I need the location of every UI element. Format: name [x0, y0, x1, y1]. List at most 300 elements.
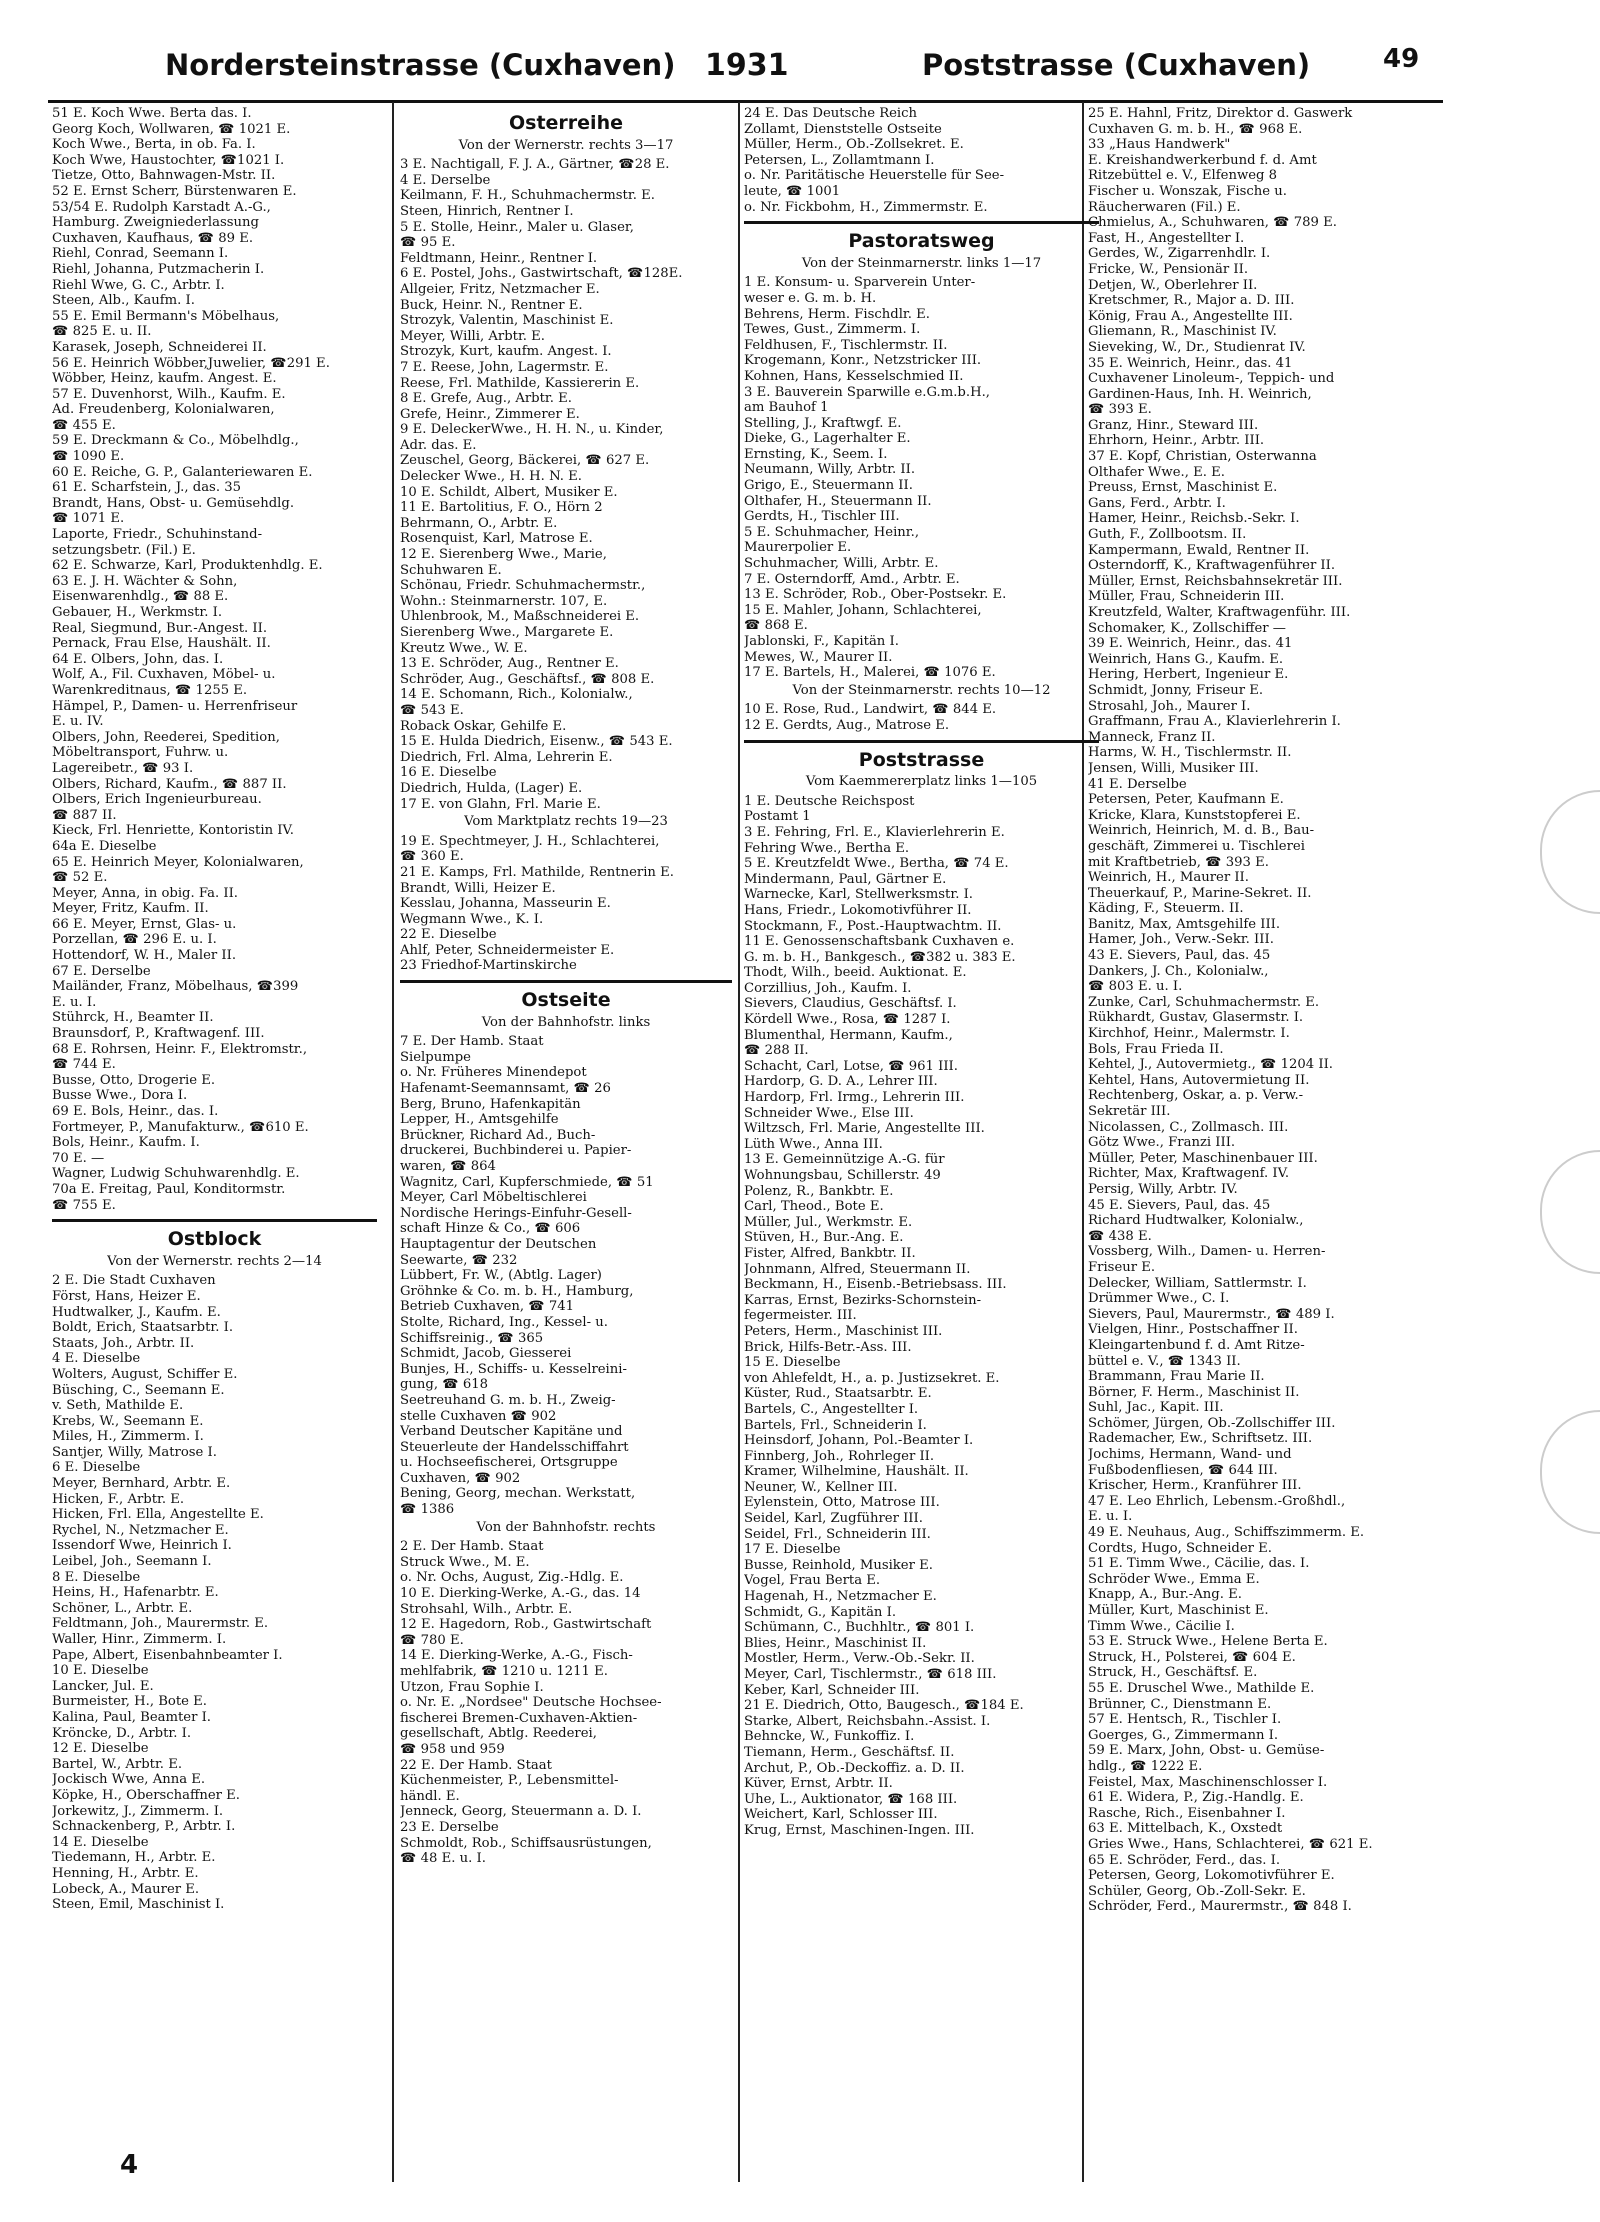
- directory-entry: Archut, P., Ob.-Deckoffiz. a. D. II.: [744, 1760, 965, 1776]
- directory-entry: 9 E. DeleckerWwe., H. H. N., u. Kinder,: [400, 422, 664, 438]
- directory-entry: 22 E. Dieselbe: [400, 927, 497, 943]
- directory-entry: 6 E. Postel, Johs., Gastwirtschaft, ☎128E.: [400, 266, 683, 282]
- directory-entry: 45 E. Sievers, Paul, das. 45: [1088, 1197, 1271, 1213]
- directory-entry: Cuxhaven G. m. b. H., ☎ 968 E.: [1088, 121, 1303, 137]
- directory-entry: 11 E. Bartolitius, F. O., Hörn 2: [400, 500, 603, 516]
- directory-entry: Finnberg, Joh., Rohrleger II.: [744, 1448, 935, 1464]
- directory-entry: Manneck, Franz II.: [1088, 729, 1216, 745]
- directory-entry: Behncke, W., Funkoffiz. I.: [744, 1729, 915, 1745]
- directory-entry: Preuss, Ernst, Maschinist E.: [1088, 480, 1278, 496]
- directory-entry: 4 E. Derselbe: [400, 172, 491, 188]
- directory-entry: Blies, Heinr., Maschinist II.: [744, 1635, 927, 1651]
- directory-entry: Stolte, Richard, Ing., Kessel- u.: [400, 1314, 608, 1330]
- directory-entry: Hudtwalker, J., Kaufm. E.: [52, 1304, 221, 1320]
- directory-entry: 61 E. Widera, P., Zig.-Handlg. E.: [1088, 1790, 1304, 1806]
- directory-entry: 17 E. Dieselbe: [744, 1542, 841, 1558]
- directory-entry: Weinrich, Hans G., Kaufm. E.: [1088, 651, 1284, 667]
- directory-entry: Jenneck, Georg, Steuermann a. D. I.: [400, 1804, 642, 1820]
- directory-entry: Stüven, H., Bur.-Ang. E.: [744, 1230, 904, 1246]
- directory-entry: Steen, Hinrich, Rentner I.: [400, 203, 574, 219]
- directory-entry: Fortmeyer, P., Manufakturw., ☎610 E.: [52, 1119, 309, 1135]
- directory-entry: Theuerkauf, P., Marine-Sekret. II.: [1088, 885, 1312, 901]
- directory-entry: 39 E. Weinrich, Heinr., das. 41: [1088, 636, 1293, 652]
- directory-entry: 55 E. Druschel Wwe., Mathilde E.: [1088, 1680, 1315, 1696]
- directory-entry: Busse, Otto, Drogerie E.: [52, 1072, 216, 1088]
- section-rule: [400, 980, 732, 983]
- directory-entry: Büsching, C., Seemann E.: [52, 1382, 225, 1398]
- directory-entry: Issendorf Wwe, Heinrich I.: [52, 1538, 232, 1554]
- directory-entry: E. u. I.: [1088, 1509, 1133, 1525]
- directory-entry: Waller, Hinr., Zimmerm. I.: [52, 1632, 227, 1647]
- directory-entry: 49 E. Neuhaus, Aug., Schiffszimmerm. E.: [1088, 1525, 1365, 1541]
- directory-entry: 61 E. Scharfstein, J., das. 35: [52, 480, 241, 496]
- directory-entry: 66 E. Meyer, Ernst, Glas- u.: [52, 916, 237, 932]
- directory-entry: Först, Hans, Heizer E.: [52, 1288, 201, 1304]
- directory-entry: Hamer, Joh., Verw.-Sekr. III.: [1088, 932, 1274, 948]
- directory-entry: Guth, F., Zollbootsm. II.: [1088, 527, 1247, 543]
- directory-entry: Beckmann, H., Eisenb.-Betriebsass. III.: [744, 1277, 1007, 1293]
- directory-entry: Kieck, Frl. Henriette, Kontoristin IV.: [52, 823, 294, 839]
- directory-entry: 60 E. Reiche, G. P., Galanteriewaren E.: [52, 464, 313, 480]
- directory-entry: Müller, Jul., Werkmstr. E.: [744, 1214, 913, 1230]
- directory-entry: Santjer, Willy, Matrose I.: [52, 1444, 217, 1460]
- directory-entry: Wöbber, Heinz, kaufm. Angest. E.: [52, 371, 277, 387]
- directory-entry: Uhlenbrook, M., Maßschneiderei E.: [400, 609, 640, 625]
- directory-entry: 35 E. Weinrich, Heinr., das. 41: [1088, 355, 1293, 371]
- directory-entry: 10 E. Dieselbe: [52, 1663, 149, 1679]
- directory-entry: Schmidt, Jacob, Giesserei: [400, 1346, 572, 1362]
- punch-hole-notch: [1540, 1150, 1600, 1274]
- directory-entry: Boldt, Erich, Staatsarbtr. I.: [52, 1320, 234, 1336]
- directory-entry: Schröder Wwe., Emma E.: [1088, 1571, 1260, 1587]
- directory-entry: 51 E. Timm Wwe., Cäcilie, das. I.: [1088, 1556, 1310, 1572]
- directory-entry: Mindermann, Paul, Gärtner E.: [744, 871, 947, 887]
- directory-entry: Weinrich, H., Maurer II.: [1088, 870, 1249, 886]
- directory-entry: am Bauhof 1: [744, 400, 829, 416]
- directory-entry: Schönau, Friedr. Schuhmachermstr.,: [400, 578, 646, 594]
- header-rule: [48, 100, 1443, 103]
- directory-entry: Schröder, Ferd., Maurermstr., ☎ 848 I.: [1088, 1899, 1352, 1915]
- directory-entry: 55 E. Emil Bermann's Möbelhaus,: [52, 308, 280, 324]
- column-divider: [392, 102, 394, 2182]
- directory-entry: Porzellan, ☎ 296 E. u. I.: [52, 932, 217, 948]
- directory-entry: Koch Wwe, Haustochter, ☎1021 I.: [52, 152, 285, 168]
- directory-entry: Kesslau, Johanna, Masseurin E.: [400, 896, 611, 912]
- directory-entry: Schuhwaren E.: [400, 562, 502, 578]
- directory-entry: 10 E. Rose, Rud., Landwirt, ☎ 844 E.: [744, 702, 997, 718]
- directory-entry: Uhe, L., Auktionator, ☎ 168 III.: [744, 1791, 958, 1807]
- directory-entry: Laporte, Friedr., Schuhinstand-: [52, 527, 263, 543]
- directory-entry: Graffmann, Frau A., Klavierlehrerin I.: [1088, 714, 1341, 730]
- directory-entry: 14 E. Dieselbe: [52, 1834, 149, 1850]
- directory-entry: Jochims, Hermann, Wand- und: [1088, 1447, 1292, 1463]
- directory-entry: waren, ☎ 864: [400, 1159, 496, 1174]
- directory-entry: Schomaker, K., Zollschiffer —: [1088, 620, 1286, 636]
- directory-entry: Mostler, Herm., Verw.-Ob.-Sekr. II.: [744, 1651, 975, 1667]
- directory-entry: Karras, Ernst, Bezirks-Schornstein-: [744, 1292, 982, 1308]
- directory-entry: Steen, Emil, Maschinist I.: [52, 1897, 225, 1913]
- directory-entry: 67 E. Derselbe: [52, 963, 151, 979]
- street-heading: Ostseite: [521, 989, 611, 1012]
- directory-entry: Friseur E.: [1088, 1259, 1156, 1275]
- directory-entry: Gliemann, R., Maschinist IV.: [1088, 324, 1277, 340]
- section-rule: [52, 1219, 377, 1222]
- directory-entry: geschäft, Zimmerei u. Tischlerei: [1088, 838, 1305, 854]
- directory-entry: Eylenstein, Otto, Matrose III.: [744, 1495, 940, 1511]
- directory-entry: Neumann, Willy, Arbtr. II.: [744, 462, 916, 478]
- directory-entry: Müller, Ernst, Reichsbahnsekretär III.: [1088, 573, 1343, 589]
- directory-entry: 51 E. Koch Wwe. Berta das. I.: [52, 106, 252, 121]
- directory-entry: Strozyk, Valentin, Maschinist E.: [400, 313, 614, 329]
- section-rule: [744, 740, 1099, 743]
- directory-entry: 33 „Haus Handwerk": [1088, 137, 1231, 153]
- directory-entry: Utzon, Frau Sophie I.: [400, 1679, 544, 1695]
- directory-entry: Sievers, Paul, Maurermstr., ☎ 489 I.: [1088, 1306, 1335, 1322]
- directory-entry: Wagnitz, Carl, Kupferschmiede, ☎ 51: [400, 1174, 654, 1190]
- directory-entry: Koch Wwe., Berta, in ob. Fa. I.: [52, 137, 256, 153]
- directory-entry: Fischer u. Wonszak, Fische u.: [1088, 183, 1287, 199]
- directory-entry: o. Nr. Früheres Minendepot: [400, 1065, 587, 1081]
- directory-entry: 14 E. Schomann, Rich., Kolonialw.,: [400, 687, 633, 703]
- directory-entry: ☎ 744 E.: [52, 1057, 116, 1073]
- directory-entry: Schacht, Carl, Lotse, ☎ 961 III.: [744, 1058, 958, 1074]
- directory-entry: Riehl Wwe, G. C., Arbtr. I.: [52, 277, 225, 293]
- directory-entry: Struck, H., Polsterei, ☎ 604 E.: [1088, 1649, 1296, 1665]
- street-heading: Pastoratsweg: [848, 230, 995, 253]
- directory-entry: Richard Hudtwalker, Kolonialw.,: [1088, 1213, 1304, 1229]
- street-direction-note: Von der Wernerstr. rechts 2—14: [107, 1253, 322, 1269]
- directory-entry: Bartels, Frl., Schneiderin I.: [744, 1417, 927, 1433]
- directory-entry: Struck Wwe., M. E.: [400, 1554, 530, 1570]
- directory-entry: Schüler, Georg, Ob.-Zoll-Sekr. E.: [1088, 1883, 1306, 1899]
- right-street-title: Poststrasse (Cuxhaven): [922, 48, 1311, 82]
- directory-entry: Fast, H., Angestellter I.: [1088, 230, 1245, 246]
- directory-entry: Cuxhaven, Kaufhaus, ☎ 89 E.: [52, 230, 254, 246]
- directory-entry: hdlg., ☎ 1222 E.: [1088, 1758, 1203, 1774]
- directory-entry: Seewarte, ☎ 232: [400, 1252, 518, 1268]
- directory-entry: druckerei, Buchbinderei u. Papier-: [400, 1143, 632, 1159]
- directory-entry: Schmidt, Jonny, Friseur E.: [1088, 682, 1264, 698]
- directory-entry: Ad. Freudenberg, Kolonialwaren,: [52, 402, 275, 418]
- directory-entry: Behrmann, O., Arbtr. E.: [400, 515, 558, 531]
- directory-entry: händl. E.: [400, 1788, 460, 1804]
- directory-entry: ☎ 868 E.: [744, 618, 808, 634]
- directory-entry: Wohnungsbau, Schillerstr. 49: [744, 1168, 941, 1183]
- directory-entry: Busse Wwe., Dora I.: [52, 1088, 188, 1104]
- directory-entry: von Ahlefeldt, H., a. p. Justizsekret. E.: [744, 1370, 1000, 1386]
- directory-entry: Henning, H., Arbtr. E.: [52, 1865, 199, 1881]
- street-direction-note: Von der Steinmarnerstr. links 1—17: [801, 255, 1042, 271]
- directory-entry: Starke, Albert, Reichsbahn.-Assist. I.: [744, 1713, 991, 1729]
- directory-entry: Hicken, F., Arbtr. E.: [52, 1491, 185, 1507]
- directory-entry: Sieveking, W., Dr., Studienrat IV.: [1088, 339, 1306, 355]
- directory-entry: Hicken, Frl. Ella, Angestellte E.: [52, 1507, 264, 1523]
- directory-entry: Granz, Hinr., Steward III.: [1088, 417, 1259, 433]
- directory-entry: 3 E. Bauverein Sparwille e.G.m.b.H.,: [744, 384, 990, 400]
- directory-entry: Hämpel, P., Damen- u. Herrenfriseur: [52, 698, 298, 714]
- directory-entry: Wiltzsch, Frl. Marie, Angestellte III.: [744, 1121, 985, 1137]
- directory-entry: weser e. G. m. b. H.: [744, 290, 877, 306]
- directory-entry: Steen, Alb., Kaufm. I.: [52, 293, 195, 309]
- directory-entry: Maurerpolier E.: [744, 540, 852, 556]
- directory-entry: 5 E. Schuhmacher, Heinr.,: [744, 524, 920, 540]
- directory-entry: 13 E. Schröder, Rob., Ober-Postsekr. E.: [744, 587, 1007, 603]
- directory-entry: Diedrich, Frl. Alma, Lehrerin E.: [400, 749, 613, 765]
- directory-entry: Jockisch Wwe, Anna E.: [52, 1772, 206, 1788]
- directory-entry: Steuerleute der Handelsschiffahrt: [400, 1439, 629, 1455]
- directory-entry: Küster, Rud., Staatsarbtr. E.: [744, 1386, 932, 1402]
- directory-entry: Postamt 1: [744, 809, 811, 825]
- directory-entry: Leibel, Joh., Seemann I.: [52, 1554, 212, 1570]
- directory-entry: Gröhnke & Co. m. b. H., Hamburg,: [400, 1283, 634, 1299]
- directory-entry: Kröncke, D., Arbtr. I.: [52, 1725, 192, 1741]
- directory-entry: Brammann, Frau Marie II.: [1088, 1369, 1265, 1385]
- directory-entry: ☎ 1090 E.: [52, 449, 125, 465]
- directory-entry: Sierenberg Wwe., Margarete E.: [400, 625, 614, 640]
- directory-entry: 63 E. J. H. Wächter & Sohn,: [52, 573, 238, 589]
- directory-entry: Real, Siegmund, Bur.-Angest. II.: [52, 620, 268, 636]
- directory-entry: 64 E. Olbers, John, das. I.: [52, 651, 224, 667]
- street-direction-note: Vom Marktplatz rechts 19—23: [464, 814, 668, 830]
- directory-entry: E. u. IV.: [52, 714, 104, 730]
- directory-entry: Gans, Ferd., Arbtr. I.: [1088, 495, 1226, 511]
- directory-entry: Stührck, H., Beamter II.: [52, 1010, 214, 1026]
- directory-entry: 23 E. Derselbe: [400, 1819, 499, 1835]
- directory-entry: Delecker Wwe., H. H. N. E.: [400, 469, 582, 485]
- column-1: [52, 106, 377, 1913]
- directory-entry: Feldtmann, Joh., Maurermstr. E.: [52, 1616, 269, 1632]
- directory-entry: Meyer, Bernhard, Arbtr. E.: [52, 1476, 231, 1492]
- directory-entry: o. Nr. E. „Nordsee" Deutsche Hochsee-: [400, 1695, 662, 1711]
- directory-entry: Kördell Wwe., Rosa, ☎ 1287 I.: [744, 1012, 951, 1028]
- directory-entry: büttel e. V., ☎ 1343 II.: [1088, 1353, 1241, 1369]
- directory-entry: Banitz, Max, Amtsgehilfe III.: [1088, 916, 1281, 932]
- directory-entry: Miles, H., Zimmerm. I.: [52, 1429, 204, 1445]
- directory-entry: Fricke, W., Pensionär II.: [1088, 261, 1249, 277]
- directory-entry: Keber, Karl, Schneider III.: [744, 1682, 920, 1698]
- directory-entry: 21 E. Kamps, Frl. Mathilde, Rentnerin E.: [400, 864, 674, 880]
- directory-entry: Hering, Herbert, Ingenieur E.: [1088, 667, 1289, 683]
- directory-entry: Weichert, Karl, Schlosser III.: [744, 1807, 938, 1823]
- directory-entry: 3 E. Fehring, Frl. E., Klavierlehrerin E.: [744, 824, 1005, 840]
- directory-entry: Bartels, C., Angestellter I.: [744, 1401, 919, 1417]
- directory-entry: Reese, Frl. Mathilde, Kassiererin E.: [400, 375, 640, 391]
- directory-entry: 65 E. Heinrich Meyer, Kolonialwaren,: [52, 854, 304, 870]
- directory-entry: Krug, Ernst, Maschinen-Ingen. III.: [744, 1822, 975, 1838]
- directory-entry: Küver, Ernst, Arbtr. II.: [744, 1776, 893, 1792]
- directory-entry: Warnecke, Karl, Stellwerksmstr. I.: [744, 887, 973, 903]
- directory-entry: Rükhardt, Gustav, Glasermstr. I.: [1088, 1010, 1304, 1026]
- directory-entry: Gerdes, W., Zigarrenhdlr. I.: [1088, 246, 1271, 262]
- directory-entry: 65 E. Schröder, Ferd., das. I.: [1088, 1852, 1281, 1868]
- directory-entry: 14 E. Dierking-Werke, A.-G., Fisch-: [400, 1648, 633, 1664]
- directory-entry: 17 E. von Glahn, Frl. Marie E.: [400, 796, 601, 812]
- directory-entry: Gerdts, H., Tischler III.: [744, 509, 900, 525]
- directory-entry: 13 E. Gemeinnützige A.-G. für: [744, 1152, 945, 1168]
- directory-entry: Rasche, Rich., Eisenbahner I.: [1088, 1805, 1286, 1821]
- directory-entry: Cuxhaven, ☎ 902: [400, 1470, 521, 1486]
- directory-entry: fegermeister. III.: [744, 1308, 857, 1324]
- directory-entry: Vielgen, Hinr., Postschaffner II.: [1088, 1322, 1298, 1338]
- column-3: [744, 106, 1099, 1839]
- punch-hole-notch: [1540, 790, 1600, 914]
- directory-entry: Riehl, Conrad, Seemann I.: [52, 246, 229, 262]
- directory-entry: Georg Koch, Wollwaren, ☎ 1021 E.: [52, 121, 291, 137]
- directory-entry: Börner, F. Herm., Maschinist II.: [1088, 1384, 1300, 1400]
- directory-entry: Neuner, W., Kellner III.: [744, 1479, 898, 1495]
- column-2: [400, 106, 732, 1867]
- directory-entry: ☎ 958 und 959: [400, 1741, 505, 1757]
- directory-entry: 7 E. Der Hamb. Staat: [400, 1034, 544, 1050]
- directory-entry: ☎ 887 II.: [52, 807, 117, 823]
- directory-entry: Müller, Herm., Ob.-Zollsekret. E.: [744, 137, 964, 153]
- directory-entry: 15 E. Hulda Diedrich, Eisenw., ☎ 543 E.: [400, 734, 673, 750]
- directory-entry: 7 E. Osterndorff, Amd., Arbtr. E.: [744, 571, 960, 587]
- directory-entry: Keilmann, F. H., Schuhmachermstr. E.: [400, 188, 655, 204]
- directory-entry: 22 E. Der Hamb. Staat: [400, 1757, 552, 1773]
- directory-entry: Persig, Willy, Arbtr. IV.: [1088, 1181, 1238, 1197]
- directory-entry: Olbers, Richard, Kaufm., ☎ 887 II.: [52, 776, 287, 792]
- directory-entry: Tiemann, Herm., Geschäftsf. II.: [744, 1744, 955, 1760]
- directory-entry: Strohsahl, Wilh., Arbtr. E.: [400, 1601, 573, 1617]
- directory-entry: Osterndorff, K., Kraftwagenführer II.: [1088, 558, 1336, 574]
- directory-entry: u. Hochseefischerei, Ortsgruppe: [400, 1455, 618, 1471]
- directory-entry: E. u. I.: [52, 994, 97, 1010]
- directory-entry: Cordts, Hugo, Schneider E.: [1088, 1540, 1272, 1556]
- directory-entry: Kleingartenbund f. d. Amt Ritze-: [1088, 1337, 1305, 1353]
- directory-entry: Möbeltransport, Fuhrw. u.: [52, 745, 229, 761]
- directory-entry: 23 Friedhof-Martinskirche: [400, 958, 577, 974]
- directory-entry: König, Frau A., Angestellte III.: [1088, 308, 1293, 324]
- directory-entry: ☎ 803 E. u. I.: [1088, 979, 1183, 995]
- directory-entry: Chmielus, A., Schuhwaren, ☎ 789 E.: [1088, 215, 1337, 231]
- directory-entry: Kretschmer, R., Major a. D. III.: [1088, 293, 1295, 309]
- directory-entry: Suhl, Jac., Kapit. III.: [1088, 1400, 1224, 1416]
- directory-entry: Bols, Frau Frieda II.: [1088, 1041, 1224, 1057]
- directory-entry: Lagereibetr., ☎ 93 I.: [52, 760, 194, 776]
- directory-entry: Schümann, C., Buchhltr., ☎ 801 I.: [744, 1620, 975, 1636]
- directory-entry: Betrieb Cuxhaven, ☎ 741: [400, 1299, 575, 1315]
- directory-entry: Fußbodenfliesen, ☎ 644 III.: [1088, 1462, 1278, 1478]
- directory-entry: Gries Wwe., Hans, Schlachterei, ☎ 621 E.: [1088, 1836, 1373, 1852]
- directory-entry: Schömer, Jürgen, Ob.-Zollschiffer III.: [1088, 1415, 1336, 1431]
- directory-entry: Wolters, August, Schiffer E.: [52, 1366, 238, 1382]
- directory-entry: Bunjes, H., Schiffs- u. Kesselreini-: [400, 1361, 627, 1377]
- directory-entry: Blumenthal, Hermann, Kaufm.,: [744, 1027, 953, 1043]
- directory-entry: Richter, Max, Kraftwagenf. IV.: [1088, 1166, 1290, 1182]
- directory-entry: gung, ☎ 618: [400, 1377, 489, 1393]
- directory-entry: stelle Cuxhaven ☎ 902: [400, 1408, 557, 1424]
- directory-entry: Mailänder, Franz, Möbelhaus, ☎399: [52, 979, 299, 995]
- directory-entry: 15 E. Dieselbe: [744, 1355, 841, 1371]
- directory-entry: Meyer, Willi, Arbtr. E.: [400, 328, 546, 344]
- directory-entry: Petersen, Peter, Kaufmann E.: [1088, 792, 1284, 808]
- directory-entry: Schröder, Aug., Geschäftsf., ☎ 808 E.: [400, 671, 655, 687]
- directory-entry: Nicolassen, C., Zollmasch. III.: [1088, 1119, 1289, 1135]
- directory-entry: 68 E. Rohrsen, Heinr. F., Elektromstr.,: [52, 1041, 308, 1057]
- directory-entry: Rechtenberg, Oskar, a. p. Verw.-: [1088, 1088, 1304, 1104]
- directory-entry: Müller, Kurt, Maschinist E.: [1088, 1603, 1269, 1618]
- street-heading: Ostblock: [167, 1228, 262, 1251]
- directory-entry: Kramer, Wilhelmine, Haushält. II.: [744, 1464, 969, 1480]
- directory-entry: 10 E. Schildt, Albert, Musiker E.: [400, 484, 618, 500]
- column-4: [1088, 106, 1432, 1915]
- directory-entry: Lüth Wwe., Anna III.: [744, 1136, 883, 1152]
- directory-entry: Zeuschel, Georg, Bäckerei, ☎ 627 E.: [400, 453, 650, 469]
- directory-entry: Verband Deutscher Kapitäne und: [400, 1424, 623, 1440]
- directory-entry: Brick, Hilfs-Betr.-Ass. III.: [744, 1339, 912, 1355]
- directory-entry: Olthafer, H., Steuermann II.: [744, 493, 932, 509]
- directory-entry: ☎ 360 E.: [400, 849, 464, 865]
- directory-entry: ☎ 1071 E.: [52, 511, 125, 527]
- directory-entry: Sielpumpe: [400, 1049, 471, 1065]
- directory-entry: Wolf, A., Fil. Cuxhaven, Möbel- u.: [52, 667, 276, 683]
- street-direction-note: Von der Wernerstr. rechts 3—17: [458, 137, 674, 153]
- directory-entry: Busse, Reinhold, Musiker E.: [744, 1557, 933, 1573]
- directory-entry: Eisenwarenhdlg., ☎ 88 E.: [52, 589, 229, 605]
- directory-entry: Hamburg. Zweigniederlassung: [52, 215, 259, 231]
- directory-entry: Berg, Bruno, Hafenkapitän: [400, 1096, 581, 1112]
- directory-entry: 53/54 E. Rudolph Karstadt A.-G.,: [52, 199, 271, 215]
- directory-entry: 4 E. Dieselbe: [52, 1351, 141, 1367]
- directory-entry: Brünner, C., Dienstmann E.: [1088, 1696, 1272, 1712]
- directory-entry: Buck, Heinr. N., Rentner E.: [400, 297, 583, 313]
- directory-entry: 15 E. Mahler, Johann, Schlachterei,: [744, 602, 982, 618]
- directory-entry: leute, ☎ 1001: [744, 183, 841, 199]
- directory-entry: Lobeck, A., Maurer E.: [52, 1881, 200, 1897]
- directory-entry: 43 E. Sievers, Paul, das. 45: [1088, 948, 1271, 964]
- directory-entry: 12 E. Hagedorn, Rob., Gastwirtschaft: [400, 1617, 652, 1633]
- directory-entry: Kirchhof, Heinr., Malermstr. I.: [1088, 1026, 1290, 1042]
- directory-entry: 2 E. Der Hamb. Staat: [400, 1539, 544, 1555]
- directory-entry: Schnackenberg, P., Arbtr. I.: [52, 1819, 236, 1835]
- directory-entry: 6 E. Dieselbe: [52, 1460, 141, 1476]
- directory-entry: Vossberg, Wilh., Damen- u. Herren-: [1088, 1244, 1326, 1260]
- directory-entry: ☎ 288 II.: [744, 1043, 809, 1059]
- directory-entry: Allgeier, Fritz, Netzmacher E.: [400, 281, 600, 297]
- directory-entry: ☎ 52 E.: [52, 870, 108, 886]
- directory-entry: setzungsbetr. (Fil.) E.: [52, 542, 196, 558]
- directory-entry: Meyer, Anna, in obig. Fa. II.: [52, 885, 238, 901]
- directory-entry: Krischer, Herm., Kranführer III.: [1088, 1478, 1302, 1494]
- directory-entry: 5 E. Kreutzfeldt Wwe., Bertha, ☎ 74 E.: [744, 856, 1009, 872]
- directory-entry: Detjen, W., Oberlehrer II.: [1088, 277, 1258, 293]
- directory-entry: Schmoldt, Rob., Schiffsausrüstungen,: [400, 1835, 652, 1851]
- directory-entry: 52 E. Ernst Scherr, Bürstenwaren E.: [52, 183, 297, 199]
- directory-entry: ☎ 755 E.: [52, 1197, 116, 1213]
- directory-entry: ☎ 825 E. u. II.: [52, 324, 152, 340]
- directory-entry: Köpke, H., Oberschaffner E.: [52, 1787, 240, 1803]
- directory-entry: Karasek, Joseph, Schneiderei II.: [52, 339, 267, 355]
- directory-entry: Schiffsreinig., ☎ 365: [400, 1330, 544, 1346]
- directory-entry: Strosahl, Joh., Maurer I.: [1088, 698, 1251, 714]
- directory-entry: 56 E. Heinrich Wöbber,Juwelier, ☎291 E.: [52, 355, 330, 371]
- directory-entry: Burmeister, H., Bote E.: [52, 1694, 207, 1710]
- directory-entry: Käding, F., Steuerm. II.: [1088, 901, 1244, 917]
- directory-entry: Krogemann, Konr., Netzstricker III.: [744, 353, 982, 369]
- directory-entry: Olthafer Wwe., E. E.: [1088, 464, 1225, 480]
- directory-entry: Nordische Herings-Einfuhr-Gesell-: [400, 1205, 632, 1221]
- directory-entry: 57 E. Hentsch, R., Tischler I.: [1088, 1712, 1282, 1728]
- directory-entry: Seetreuhand G. m. b. H., Zweig-: [400, 1392, 616, 1408]
- directory-entry: 2 E. Die Stadt Cuxhaven: [52, 1273, 216, 1289]
- directory-entry: Lancker, Jul. E.: [52, 1678, 154, 1694]
- directory-entry: 1 E. Konsum- u. Sparverein Unter-: [744, 275, 976, 291]
- directory-entry: Warenkreditnaus, ☎ 1255 E.: [52, 682, 248, 698]
- directory-entry: 70a E. Freitag, Paul, Konditormstr.: [52, 1181, 286, 1197]
- directory-entry: Corzillius, Joh., Kaufm. I.: [744, 980, 912, 996]
- directory-entry: 12 E. Sierenberg Wwe., Marie,: [400, 547, 607, 563]
